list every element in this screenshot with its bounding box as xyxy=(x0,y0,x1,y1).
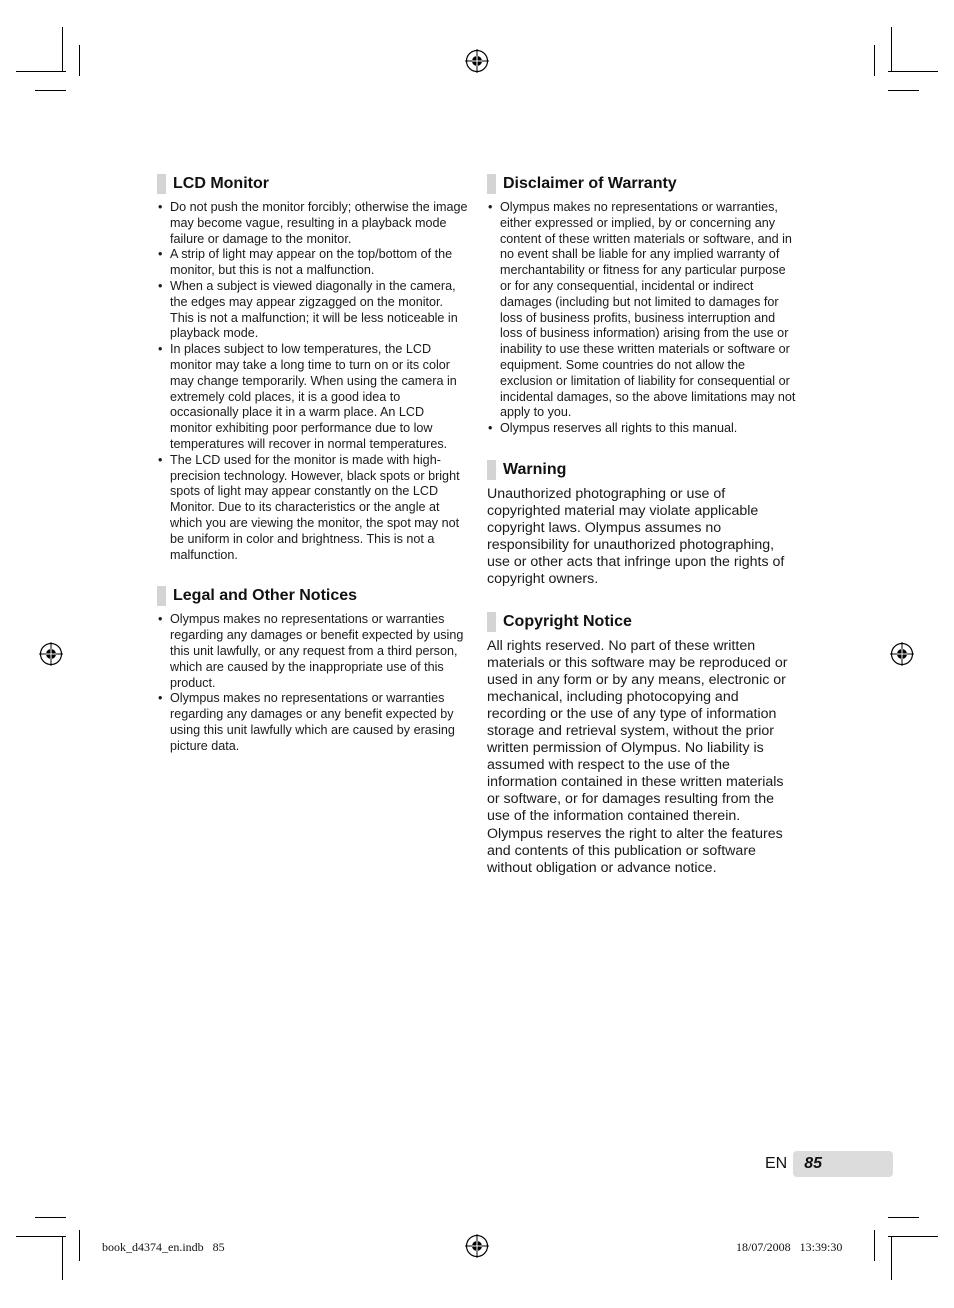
crop-mark xyxy=(16,71,66,72)
left-column xyxy=(157,173,469,755)
heading-bar xyxy=(157,586,166,606)
page-number-badge: 85 xyxy=(793,1151,893,1177)
crop-mark xyxy=(888,1236,938,1237)
right-column xyxy=(487,173,799,877)
crop-mark xyxy=(888,1217,919,1218)
list-item: • Olympus makes no representations or warranties regarding any damages or benefit expected by using this unit lawfully, or any request from a third person, which are caused by the inappropriate use of this product. xyxy=(157,612,469,691)
legal-notices-list xyxy=(157,612,469,754)
lcd-monitor-list xyxy=(157,200,469,563)
section-heading-legal-notices: Legal and Other Notices xyxy=(157,585,469,607)
footer-file-name: book_d4374_en.indb 85 xyxy=(102,1240,225,1254)
crop-mark xyxy=(35,1217,66,1218)
crop-mark xyxy=(891,27,892,71)
list-item: • A strip of light may appear on the top/bottom of the monitor, but this is not a malfunction. xyxy=(157,247,469,279)
list-item: • The LCD used for the monitor is made with high-precision technology. However, black spots or bright spots of light may appear constantly on the LCD Monitor. Due to its characteristics or the angle at which you are viewing the monitor, the spot may not be uniform in color and brightness. This is not a malfunction. xyxy=(157,453,469,564)
section-heading-disclaimer: Disclaimer of Warranty xyxy=(487,173,799,195)
crop-mark xyxy=(79,45,80,76)
language-label: EN xyxy=(765,1155,788,1172)
registration-crosshair-icon xyxy=(465,49,489,73)
copyright-text: All rights reserved. No part of these written materials or this software may be reproduced or used in any form or by any means, electronic or mechanical, including photocopying and recording or the use of any type of information storage and retrieval system, without the prior written permission of Olympus. No liability is assumed with respect to the use of the information contained in these written materials or software, or for damages resulting from the use of the information contained therein. Olympus reserves the right to alter the features and contents of this publication or software without obligation or advance notice. xyxy=(487,637,788,876)
list-item: • Do not push the monitor forcibly; otherwise the image may become vague, resulting in a playback mode failure or damage to the monitor. xyxy=(157,200,469,247)
crop-mark xyxy=(16,1236,66,1237)
warning-text: Unauthorized photographing or use of copyrighted material may violate applicable copyright laws. Olympus assumes no responsibility for unauthorized photographing, use or other acts that infringe upon the rights of copyright owners. xyxy=(487,485,785,588)
list-item: • Olympus makes no representations or warranties, either expressed or implied, by or concerning any content of these written materials or software, and in no event shall be liable for any implied warranty of merchantability or fitness for any particular purpose or for any consequential, incidental or indirect damages (including but not limited to damages for loss of business profits, business interruption and loss of business information) arising from the use or inability to use these written materials or software or equipment. Some countries do not allow the exclusion or limitation of liability for consequential or incidental damages, so the above limitations may not apply to you. xyxy=(487,200,799,421)
list-item: • In places subject to low temperatures, the LCD monitor may take a long time to turn on or its color may change temporarily. When using the camera in extremely cold places, it is a good idea to occasionally place it in a warm place. An LCD monitor exhibiting poor performance due to low temperatures will recover in normal temperatures. xyxy=(157,342,469,453)
registration-crosshair-icon xyxy=(465,1234,489,1258)
heading-bar xyxy=(487,174,496,194)
crop-mark xyxy=(891,1236,892,1280)
footer-timestamp: 18/07/2008 13:39:30 xyxy=(736,1240,843,1254)
list-item: • Olympus makes no representations or warranties regarding any damages or any benefit expected by using this unit lawfully which are caused by erasing picture data. xyxy=(157,691,469,754)
heading-bar xyxy=(157,174,166,194)
section-heading-lcd-monitor: LCD Monitor xyxy=(157,173,469,195)
crop-mark xyxy=(62,27,63,71)
heading-bar xyxy=(487,460,496,480)
heading-bar xyxy=(487,612,496,632)
crop-mark xyxy=(888,90,919,91)
disclaimer-list xyxy=(487,200,799,437)
list-item: • When a subject is viewed diagonally in the camera, the edges may appear zigzagged on the monitor. This is not a malfunction; it will be less noticeable in playback mode. xyxy=(157,279,469,342)
crop-mark xyxy=(888,71,938,72)
crop-mark xyxy=(79,1230,80,1261)
crop-mark xyxy=(874,1230,875,1261)
page-number xyxy=(765,1151,893,1177)
registration-crosshair-icon xyxy=(890,642,914,666)
section-heading-copyright: Copyright Notice xyxy=(487,611,799,633)
section-heading-warning: Warning xyxy=(487,459,799,481)
crop-mark xyxy=(35,90,66,91)
registration-crosshair-icon xyxy=(39,642,63,666)
list-item: • Olympus reserves all rights to this manual. xyxy=(487,421,799,437)
crop-mark xyxy=(874,45,875,76)
crop-mark xyxy=(62,1236,63,1280)
